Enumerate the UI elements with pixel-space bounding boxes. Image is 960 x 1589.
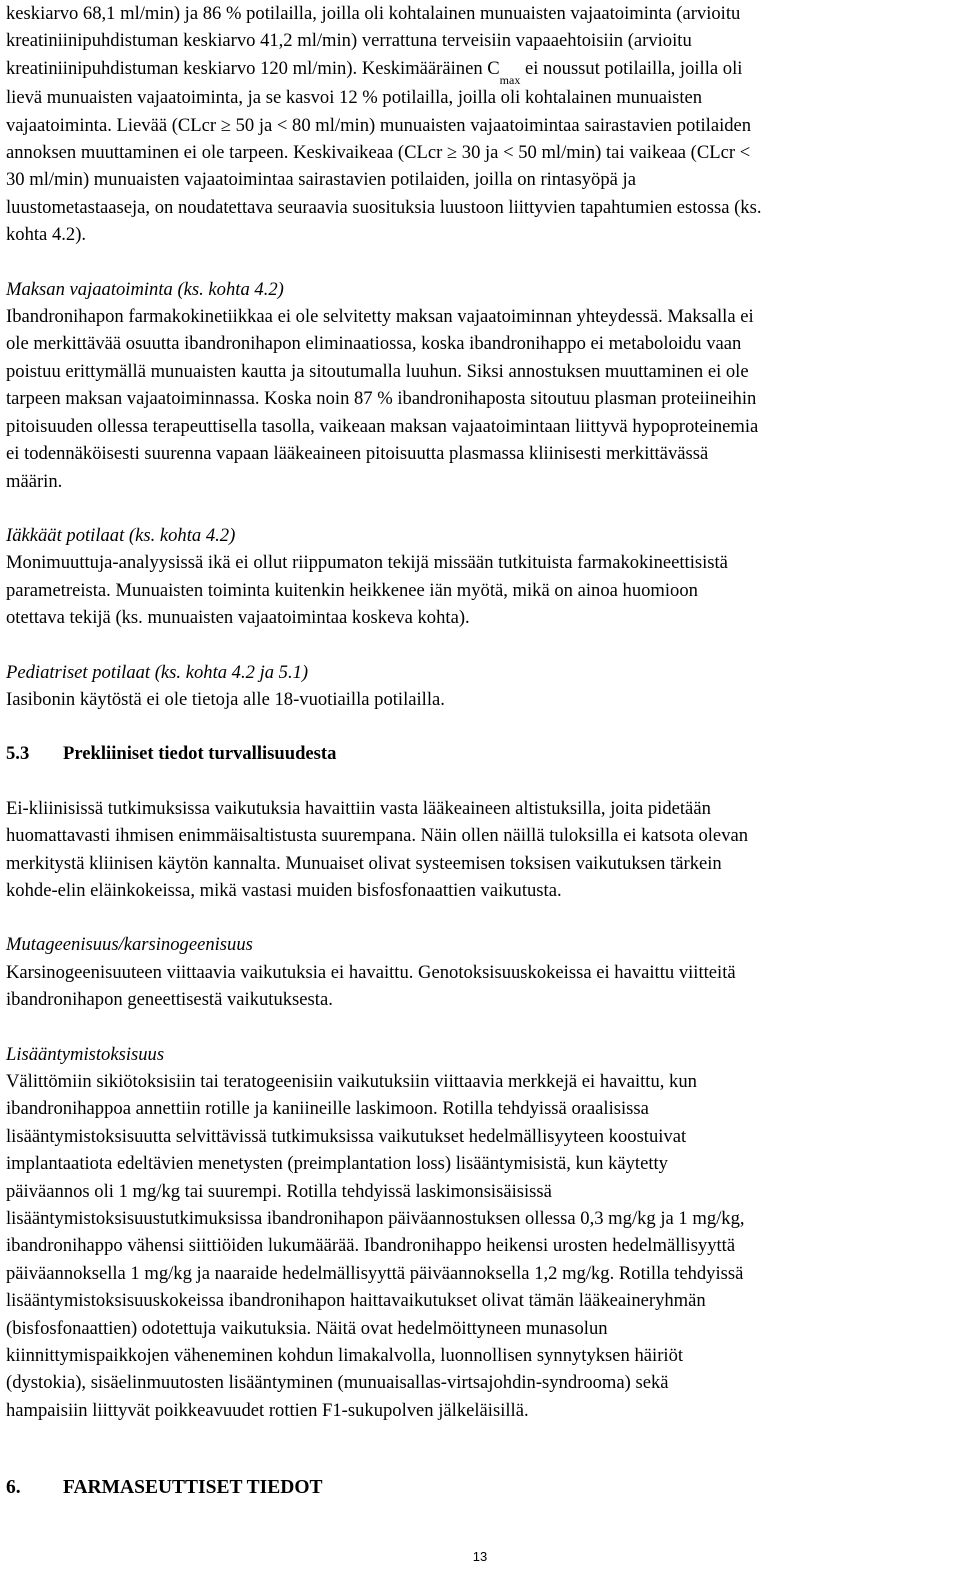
section-number: 6. bbox=[6, 1477, 21, 1499]
spacer bbox=[6, 495, 956, 522]
pediatric-patients-heading: Pediatriset potilaat (ks. kohta 4.2 ja 5.1) bbox=[6, 661, 309, 683]
text-line: Monimuuttuja-analyysissä ikä ei ollut riippumaton tekijä missään tutkituista farmakokineettisistä bbox=[6, 552, 728, 574]
text-line: luustometastaaseja, on noudatettava seuraavia suosituksia luustoon liittyvien tapahtumien estossa (ks. bbox=[6, 196, 762, 218]
text-line: päiväannoksella 1 mg/kg ja naaraide hedelmällisyyttä päiväannoksella 1,2 mg/kg. Rotilla tehdyissä bbox=[6, 1262, 744, 1284]
text-line: hampaisiin liittyvät poikkeavuudet rottien F1-sukupolven jälkeläisillä. bbox=[6, 1399, 529, 1421]
renal-impairment-paragraph bbox=[6, 0, 956, 249]
text-line: Ibandronihapon farmakokinetiikkaa ei ole selvitetty maksan vajaatoiminnan yhteydessä. Maksalla ei bbox=[6, 306, 754, 328]
cmax-subscript: max bbox=[499, 72, 521, 87]
section-5-3-heading bbox=[6, 740, 956, 767]
spacer bbox=[6, 249, 956, 276]
spacer bbox=[6, 1451, 956, 1474]
text-line: ibandronihappoa annettiin rotille ja kaniineille laskimoon. Rotilla tehdyissä oraalisissa bbox=[6, 1098, 649, 1120]
text-line: ole merkittävää osuutta ibandronihapon eliminaatiossa, koska ibandronihappo ei metaboloidu vaan bbox=[6, 333, 742, 355]
text-line: merkitystä kliinisen käytön kannalta. Munuaiset olivat systeemisen toksisen vaikutuksen tärkein bbox=[6, 852, 722, 874]
text-line: pitoisuuden ollessa terapeuttisella tasolla, vaikeaan maksan vajaatoimintaan liittyvä hypoproteinemia bbox=[6, 415, 759, 437]
text-line: parametreista. Munuaisten toiminta kuitenkin heikkenee iän myötä, mikä on ainoa huomioon bbox=[6, 579, 698, 601]
text-line: huomattavasti ihmisen enimmäisaltistusta suurempana. Näin ollen näillä tuloksilla ei katsota olevan bbox=[6, 825, 749, 847]
text-line: (dystokia), sisäelinmuutosten lisääntyminen (munuaisallas-virtsajohdin-syndrooma) sekä bbox=[6, 1372, 669, 1394]
preclinical-paragraph bbox=[6, 795, 956, 905]
pediatric-patients-paragraph bbox=[6, 686, 956, 713]
spacer bbox=[6, 1014, 956, 1041]
text-line: tarpeen maksan vajaatoiminnassa. Koska noin 87 % ibandronihaposta sitoutuu plasman proteiineihin bbox=[6, 388, 757, 410]
liver-impairment-paragraph bbox=[6, 303, 956, 495]
mutagenicity-heading: Mutageenisuus/karsinogeenisuus bbox=[6, 934, 253, 956]
page-content bbox=[6, 0, 956, 1502]
text-line: kreatiniinipuhdistuman keskiarvo 41,2 ml/min) verrattuna terveisiin vapaaehtoisiin (arvioitu bbox=[6, 30, 692, 52]
text-line: 30 ml/min) munuaisten vajaatoimintaa sairastavien potilaiden, joilla on rintasyöpä ja bbox=[6, 169, 636, 191]
text-line: lisääntymistoksisuustutkimuksissa ibandronihapon päiväannostuksen ollessa 0,3 mg/kg ja 1 mg/kg, bbox=[6, 1208, 745, 1230]
reproductive-toxicity-heading: Lisääntymistoksisuus bbox=[6, 1043, 165, 1065]
section-6-heading bbox=[6, 1474, 956, 1501]
liver-impairment-heading: Maksan vajaatoiminta (ks. kohta 4.2) bbox=[6, 278, 284, 300]
text-line: Ei-kliinisissä tutkimuksissa vaikutuksia havaittiin vasta lääkeaineen altistuksilla, joita pidetään bbox=[6, 797, 711, 819]
text-line: päiväannos oli 1 mg/kg tai suurempi. Rotilla tehdyissä laskimonsisäisissä bbox=[6, 1180, 552, 1202]
text-line: kreatiniinipuhdistuman keskiarvo 120 ml/min). Keskimääräinen $C_{max}$ ei noussut potilailla, joilla oli bbox=[6, 57, 743, 87]
spacer bbox=[6, 768, 956, 795]
text-line: implantaatiota edeltävien menetysten (preimplantation loss) lisääntymisistä, kun käytetty bbox=[6, 1153, 668, 1175]
mutagenicity-paragraph bbox=[6, 959, 956, 1014]
text-line: annoksen muuttaminen ei ole tarpeen. Keskivaikeaa (CLcr ≥ 30 ja < 50 ml/min) tai vaikeaa (CLcr < bbox=[6, 142, 751, 164]
elderly-patients-heading: Iäkkäät potilaat (ks. kohta 4.2) bbox=[6, 524, 236, 546]
section-number: 5.3 bbox=[6, 743, 30, 765]
text-line: ei todennäköisesti suurenna vapaan lääkeaineen pitoisuutta plasmassa kliinisesti merkittävässä bbox=[6, 443, 709, 465]
text-line: Välittömiin sikiötoksisiin tai teratogeenisiin vaikutuksiin viittaavia merkkejä ei havaittu, kun bbox=[6, 1071, 697, 1092]
text-line: ibandronihappo vähensi siittiöiden lukumäärää. Ibandronihappo heikensi urosten hedelmällisyyttä bbox=[6, 1235, 736, 1257]
text-line: Iasibonin käytöstä ei ole tietoja alle 18-vuotiailla potilailla. bbox=[6, 688, 445, 710]
spacer bbox=[6, 1424, 956, 1451]
text-line: poistuu erittymällä munuaisten kautta ja sitoutumalla luuhun. Siksi annostuksen muuttaminen ei ole bbox=[6, 360, 749, 382]
text-line: ibandronihapon geneettisestä vaikutuksesta. bbox=[6, 989, 333, 1011]
text-line: kohta 4.2). bbox=[6, 224, 87, 246]
text-line: määrin. bbox=[6, 470, 63, 492]
text-line: (bisfosfonaattien) odotettuja vaikutuksia. Näitä ovat hedelmöittyneen munasolun bbox=[6, 1317, 608, 1339]
text-line: lievä munuaisten vajaatoiminta, ja se kasvoi 12 % potilailla, joilla oli kohtalainen munuaisten bbox=[6, 87, 703, 109]
text-line: otettava tekijä (ks. munuaisten vajaatoimintaa koskeva kohta). bbox=[6, 607, 470, 629]
text-line: lisääntymistoksisuutta selvittävissä tutkimuksissa vaikutukset hedelmällisyyteen koostuivat bbox=[6, 1125, 687, 1147]
spacer bbox=[6, 904, 956, 931]
section-title: FARMASEUTTISET TIEDOT bbox=[63, 1477, 323, 1499]
reproductive-toxicity-paragraph bbox=[6, 1068, 956, 1424]
text-line: kohde-elin eläinkokeissa, mikä vastasi muiden bisfosfonaattien vaikutusta. bbox=[6, 879, 562, 901]
elderly-patients-paragraph bbox=[6, 549, 956, 631]
spacer bbox=[6, 713, 956, 740]
page-number: 13 bbox=[472, 1549, 488, 1564]
spacer bbox=[6, 632, 956, 659]
text-line: vajaatoiminta. Lievää (CLcr ≥ 50 ja < 80 ml/min) munuaisten vajaatoimintaa sairastavien potilaiden bbox=[6, 114, 752, 136]
text-line: kiinnittymispaikkojen väheneminen kohdun limakalvolla, luonnollisen synnytyksen häiriöt bbox=[6, 1345, 684, 1367]
text-line: Karsinogeenisuuteen viittaavia vaikutuksia ei havaittu. Genotoksisuuskokeissa ei havaittu viitteitä bbox=[6, 961, 736, 983]
text-line: lisääntymistoksisuuskokeissa ibandronihapon haittavaikutukset olivat tämän lääkeaineryhmän bbox=[6, 1290, 706, 1312]
section-title: Prekliiniset tiedot turvallisuudesta bbox=[63, 743, 337, 765]
text-line: keskiarvo 68,1 ml/min) ja 86 % potilailla, joilla oli kohtalainen munuaisten vajaatoiminta (arvioitu bbox=[6, 3, 741, 24]
